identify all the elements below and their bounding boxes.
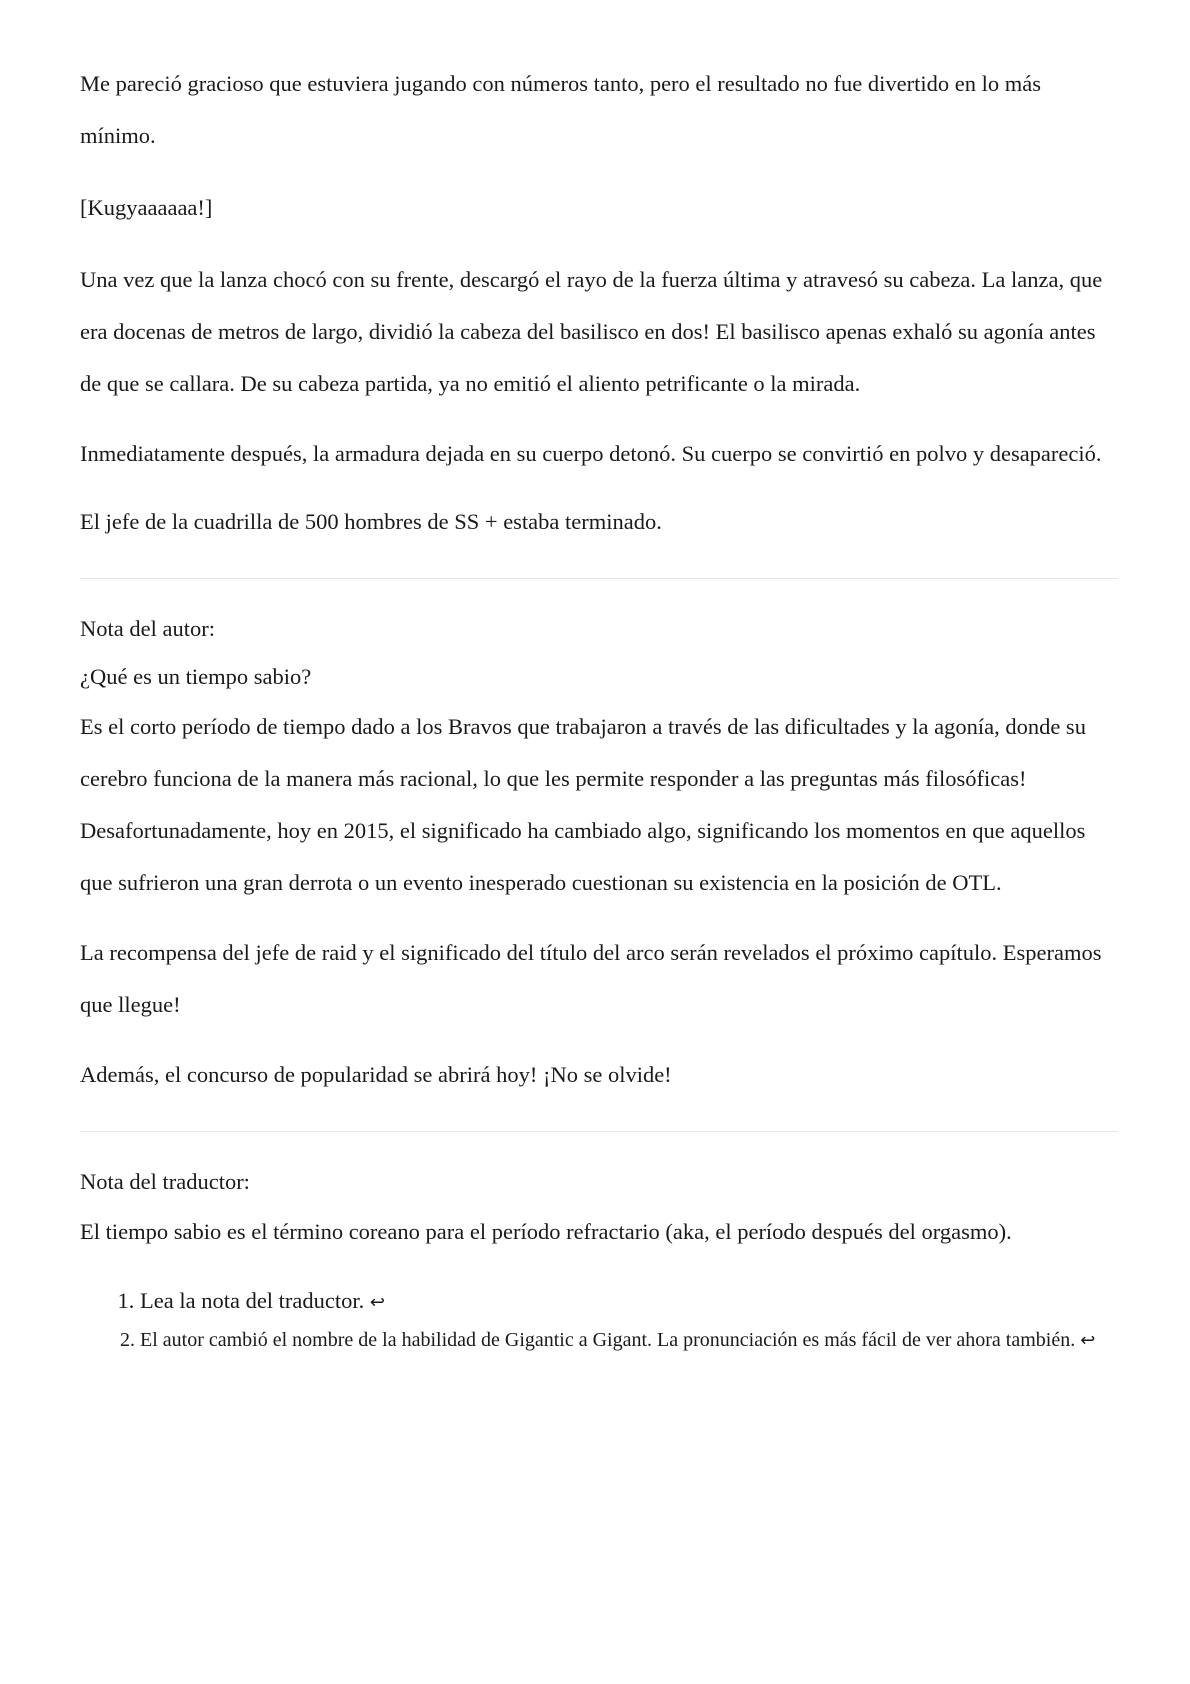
footnote-text: Lea la nota del traductor.	[140, 1288, 365, 1313]
translator-note-heading: Nota del traductor:	[80, 1169, 250, 1194]
author-note-question: ¿Qué es un tiempo sabio?	[80, 664, 312, 689]
story-paragraph: Una vez que la lanza chocó con su frente, descargó el rayo de la fuerza última y atravesó su cabeza. La lanza, que era docenas de metros de largo, dividió la cabeza del basilisco en dos! El basilisco apenas exhaló su agonía antes de que se callara. De su cabeza partida, ya no emitió el aliento petrificante o la mirada.	[80, 267, 1103, 396]
author-note-paragraph: La recompensa del jefe de raid y el significado del título del arco serán revelados el próximo capítulo. Esperamos que llegue!	[80, 940, 1102, 1017]
translator-note-paragraph: El tiempo sabio es el término coreano para el período refractario (aka, el período después del orgasmo).	[80, 1219, 1012, 1244]
footnote-text: El autor cambió el nombre de la habilidad de Gigantic a Gigant. La pronunciación es más fácil de ver ahora también.	[140, 1329, 1076, 1351]
footnote-item	[140, 1288, 1118, 1316]
footnotes-list	[80, 1288, 1118, 1351]
story-paragraph: El jefe de la cuadrilla de 500 hombres de SS + estaba terminado.	[80, 509, 662, 534]
story-paragraph: Me pareció gracioso que estuviera jugando con números tanto, pero el resultado no fue divertido en lo más mínimo.	[80, 71, 1041, 148]
author-note-paragraph: Es el corto período de tiempo dado a los Bravos que trabajaron a través de las dificultades y la agonía, donde su cerebro funciona de la manera más racional, lo que les permite responder a las preguntas más filosóficas! Desafortunadamente, hoy en 2015, el significado ha cambiado algo, significando los momentos en que aquellos que sufrieron una gran derrota o un evento inesperado cuestionan su existencia en la posición de OTL.	[80, 714, 1086, 895]
footnote-backref-link[interactable]: ↩	[369, 1292, 385, 1313]
story-paragraph: [Kugyaaaaaa!]	[80, 195, 213, 220]
document-page	[80, 58, 1118, 1351]
footnote-backref-link[interactable]: ↩	[1080, 1330, 1096, 1351]
author-note-heading: Nota del autor:	[80, 616, 215, 641]
section-divider	[80, 578, 1118, 579]
author-note-paragraph: Además, el concurso de popularidad se abrirá hoy! ¡No se olvide!	[80, 1062, 672, 1087]
footnote-item	[140, 1330, 1118, 1351]
section-divider	[80, 1131, 1118, 1132]
story-paragraph: Inmediatamente después, la armadura dejada en su cuerpo detonó. Su cuerpo se convirtió en polvo y desapareció.	[80, 441, 1102, 466]
